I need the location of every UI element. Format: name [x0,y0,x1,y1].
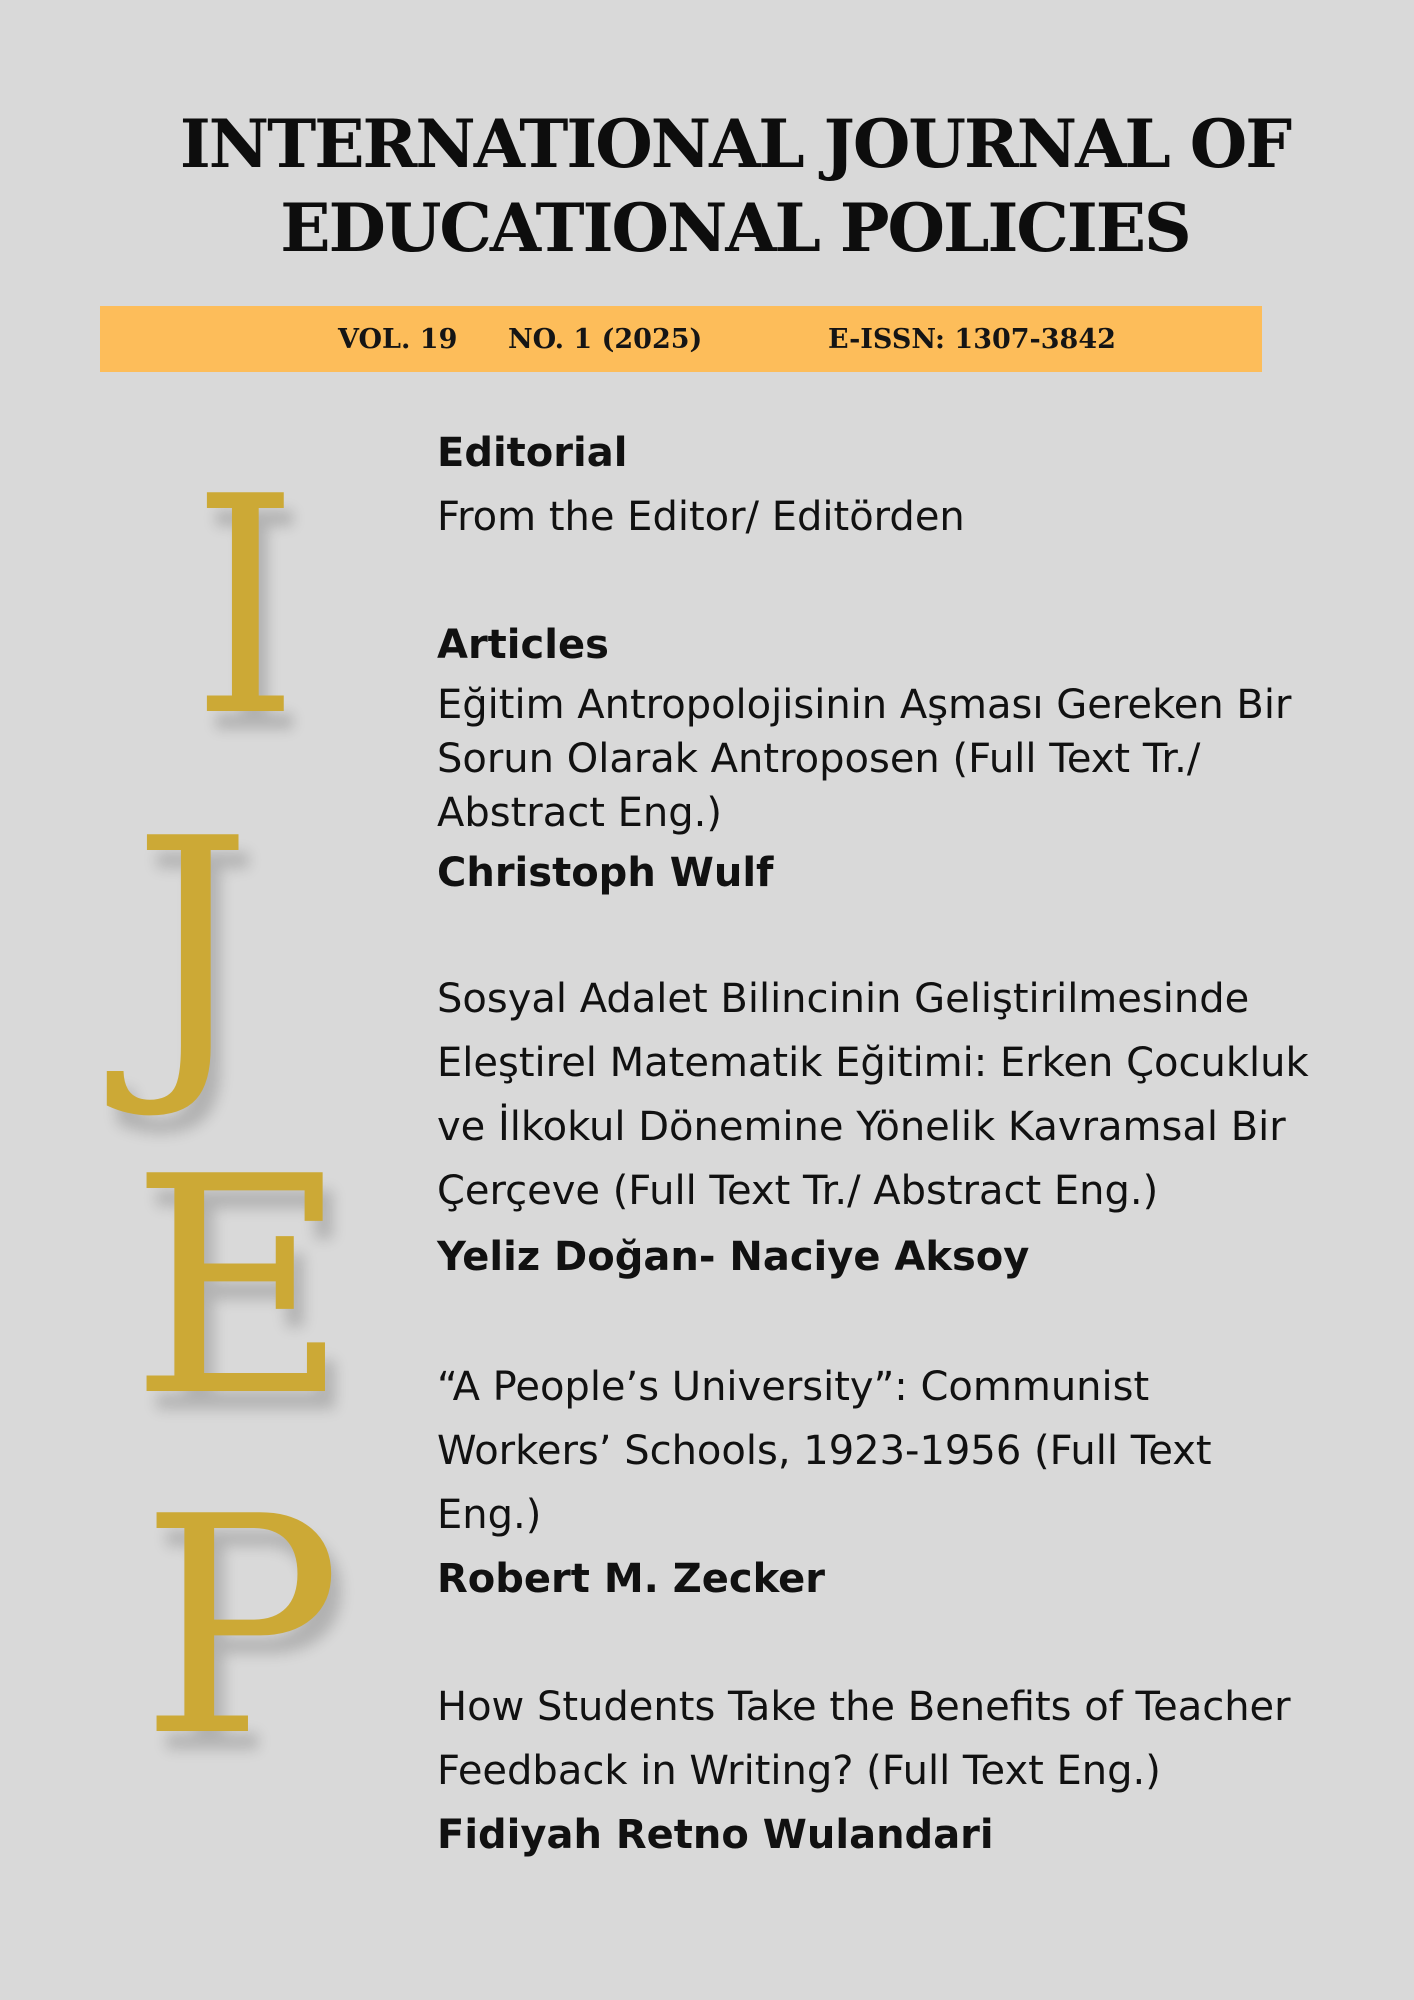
editorial-item[interactable]: From the Editor/ Editörden [437,494,965,540]
logo-letter-e: E [130,1113,349,1462]
article-3-author: Robert M. Zecker [437,1556,825,1602]
article-3-title-line-3[interactable]: Eng.) [437,1492,542,1538]
article-1-title-line-2[interactable]: Sorun Olarak Antroposen (Full Text Tr./ [437,736,1201,782]
articles-heading: Articles [437,622,609,668]
article-3-title-line-1[interactable]: “A People’s University”: Communist [437,1364,1150,1410]
article-2-author: Yeliz Doğan- Naciye Aksoy [437,1234,1030,1280]
journal-title-line-1: INTERNATIONAL JOURNAL OF [179,105,1291,183]
logo-letter-p: P [140,1453,342,1802]
volume-label: VOL. 19 [338,324,458,355]
issue-info-band [100,306,1262,372]
journal-title-line-2: EDUCATIONAL POLICIES [280,189,1190,267]
logo-letter-j: J [132,775,253,1124]
article-4-author: Fidiyah Retno Wulandari [437,1812,994,1858]
article-3-title-line-2[interactable]: Workers’ Schools, 1923-1956 (Full Text [437,1428,1212,1474]
article-1-author: Christoph Wulf [437,850,774,896]
article-1-title-line-3[interactable]: Abstract Eng.) [437,790,722,836]
issue-number-label: NO. 1 (2025) [508,324,703,355]
article-4-title-line-1[interactable]: How Students Take the Benefits of Teacher [437,1684,1291,1730]
article-2-title-line-4[interactable]: Çerçeve (Full Text Tr./ Abstract Eng.) [437,1168,1159,1214]
article-1-title-line-1[interactable]: Eğitim Antropolojisinin Aşması Gereken Bir [437,682,1292,728]
article-2-title-line-2[interactable]: Eleştirel Matematik Eğitimi: Erken Çocukluk [437,1040,1309,1086]
editorial-heading: Editorial [437,430,628,476]
article-2-title-line-1[interactable]: Sosyal Adalet Bilincinin Geliştirilmesinde [437,976,1250,1022]
article-4-title-line-2[interactable]: Feedback in Writing? (Full Text Eng.) [437,1748,1161,1794]
article-2-title-line-3[interactable]: ve İlkokul Dönemine Yönelik Kavramsal Bir [437,1104,1286,1150]
journal-title [0,102,1414,270]
logo-letter-i: I [192,433,299,782]
issn-label: E-ISSN: 1307-3842 [828,324,1116,355]
